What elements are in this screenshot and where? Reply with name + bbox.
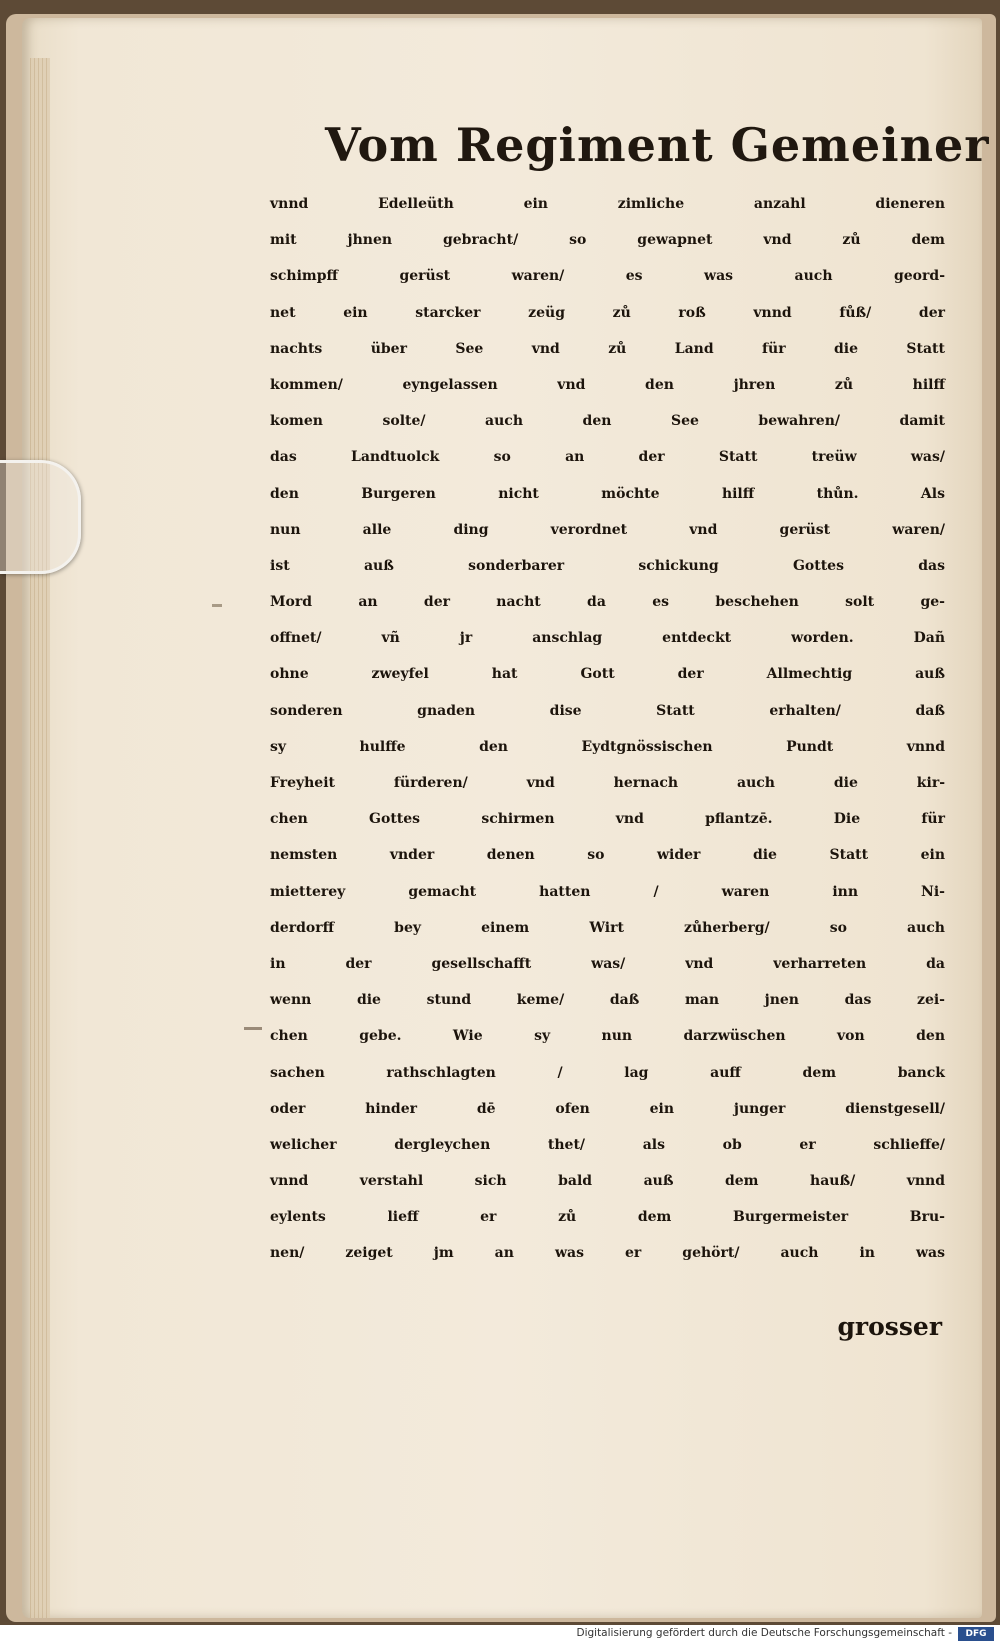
margin-mark [212, 604, 222, 607]
text-line: kommen/ eyngelassen vnd den jhren zů hilff [270, 376, 945, 393]
text-block [270, 186, 945, 1272]
text-line: schimpff gerüst waren/ es was auch geord- [270, 268, 945, 285]
text-line: derdorff bey einem Wirt zůherberg/ so auch [270, 919, 945, 936]
text-line: eylents lieff er zů dem Burgermeister Bru- [270, 1209, 945, 1226]
text-line: nen/ zeiget jm an was er gehört/ auch in was [270, 1245, 945, 1262]
text-line: chen Gottes schirmen vnd pflantzē. Die für [270, 811, 945, 828]
margin-mark [244, 1027, 262, 1030]
text-line: nun alle ding verordnet vnd gerüst waren/ [270, 521, 945, 538]
page-edges [30, 58, 50, 1618]
text-line: den Burgeren nicht möchte hilff thůn. Als [270, 485, 945, 502]
text-line: oder hinder dē ofen ein junger dienstgesell/ [270, 1100, 945, 1117]
footer-bar [0, 1625, 1000, 1644]
text-line: ist auß sonderbarer schickung Gottes das [270, 557, 945, 574]
book-clasp [0, 460, 81, 574]
text-line: offnet/ vñ jr anschlag entdeckt worden. Dañ [270, 630, 945, 647]
text-line: mit jhnen gebracht/ so gewapnet vnd zů dem [270, 232, 945, 249]
text-line: das Landtuolck so an der Statt treüw was/ [270, 449, 945, 466]
catchword: grosser [837, 1312, 942, 1341]
text-line: vnnd verstahl sich bald auß dem hauß/ vnnd [270, 1173, 945, 1190]
text-line: welicher dergleychen thet/ als ob er schlieffe/ [270, 1136, 945, 1153]
text-line: Mord an der nacht da es beschehen solt ge- [270, 594, 945, 611]
text-line: in der gesellschafft was/ vnd verharreten da [270, 955, 945, 972]
dfg-logo: DFG [958, 1627, 994, 1641]
text-line: wenn die stund keme/ daß man jnen das zei- [270, 992, 945, 1009]
text-line: nemsten vnder denen so wider die Statt ein [270, 847, 945, 864]
text-line: chen gebe. Wie sy nun darzwüschen von den [270, 1028, 945, 1045]
text-line: mietterey gemacht hatten / waren inn Ni- [270, 883, 945, 900]
running-head: Vom Regiment Gemeiner [325, 118, 990, 172]
text-line: sonderen gnaden dise Statt erhalten/ daß [270, 702, 945, 719]
text-line: komen solte/ auch den See bewahren/ damit [270, 413, 945, 430]
text-line: ohne zweyfel hat Gott der Allmechtig auß [270, 666, 945, 683]
text-line: net ein starcker zeüg zů roß vnnd fůß/ der [270, 304, 945, 321]
text-line: sy hulffe den Eydtgnössischen Pundt vnnd [270, 738, 945, 755]
text-line: nachts über See vnd zů Land für die Statt [270, 340, 945, 357]
text-line: Freyheit fürderen/ vnd hernach auch die kir- [270, 775, 945, 791]
footer-credit: Digitalisierung gefördert durch die Deutsche Forschungsgemeinschaft - [576, 1627, 952, 1639]
text-line: vnnd Edelleüth ein zimliche anzahl dieneren [270, 196, 945, 212]
text-line: sachen rathschlagten / lag auff dem banck [270, 1064, 945, 1081]
